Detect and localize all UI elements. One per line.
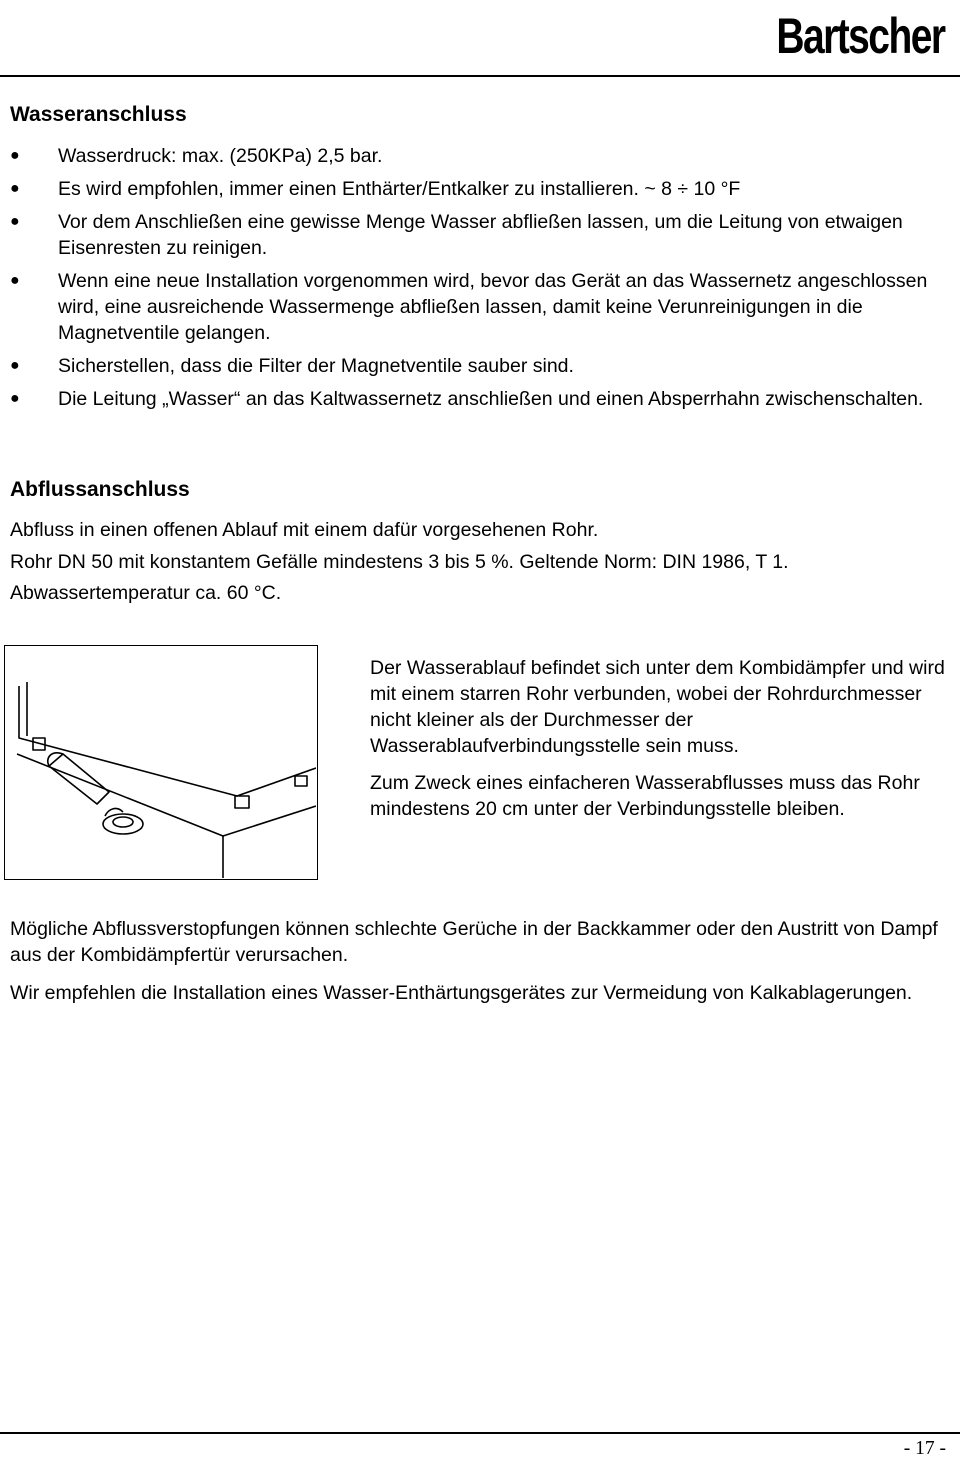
drain-line-3: Abwassertemperatur ca. 60 °C. (10, 582, 282, 604)
bullet-icon: ● (10, 180, 20, 197)
bullet-icon: ● (10, 357, 20, 374)
bullet-icon: ● (10, 213, 20, 230)
oven-drain-drawing (5, 646, 316, 878)
page-number: - 17 - (903, 1438, 946, 1459)
list-item: ● Wenn eine neue Installation vorgenommen wird, bevor das Gerät an das Wassernetz angeschlossen wird, eine ausreichende Wassermenge abfließen lassen, damit keine Verunreinigungen in die Magnetventile gelangen. (10, 270, 928, 344)
bullet-icon: ● (10, 272, 20, 289)
header-divider (0, 75, 960, 77)
list-item: ● Sicherstellen, dass die Filter der Magnetventile sauber sind. (10, 355, 574, 377)
closing-paragraph-1: Mögliche Abflussverstopfungen können schlechte Gerüche in der Backkammer oder den Austritt von Dampf aus der Kombidämpfertür verursachen. (10, 918, 938, 966)
bullet-icon: ● (10, 147, 20, 164)
list-item: ● Die Leitung „Wasser“ an das Kaltwassernetz anschließen und einen Absperrhahn zwischenschalten. (10, 388, 924, 410)
figure-text-1: Der Wasserablauf befindet sich unter dem Kombidämpfer und wird mit einem starren Rohr verbunden, wobei der Rohrdurchmesser nicht kleiner als der Durchmesser der Wasserablaufverbindungsstelle sein muss. (370, 657, 945, 757)
footer-divider (0, 1432, 960, 1434)
list-item: ● Vor dem Anschließen eine gewisse Menge Wasser abfließen lassen, um die Leitung von etwaigen Eisenresten zu reinigen. (10, 211, 903, 259)
drain-illustration (4, 645, 318, 880)
closing-paragraph-2: Wir empfehlen die Installation eines Wasser-Enthärtungsgerätes zur Vermeidung von Kalkablagerungen. (10, 982, 913, 1004)
section-title-drain: Abflussanschluss (10, 478, 190, 501)
drain-line-1: Abfluss in einen offenen Ablauf mit einem dafür vorgesehenen Rohr. (10, 519, 599, 541)
list-item: ● Wasserdruck: max. (250KPa) 2,5 bar. (10, 145, 383, 167)
list-item: ● Es wird empfohlen, immer einen Enthärter/Entkalker zu installieren. ~ 8 ÷ 10 °F (10, 178, 741, 200)
bartscher-logo: Bartscher (775, 8, 944, 64)
water-bullet-list (10, 143, 950, 419)
drain-line-2: Rohr DN 50 mit konstantem Gefälle mindestens 3 bis 5 %. Geltende Norm: DIN 1986, T 1. (10, 551, 789, 573)
figure-text-2: Zum Zweck eines einfacheren Wasserabflusses muss das Rohr mindestens 20 cm unter der Verbindungsstelle bleiben. (370, 772, 920, 820)
section-title-water: Wasseranschluss (10, 103, 187, 126)
bullet-icon: ● (10, 390, 20, 407)
